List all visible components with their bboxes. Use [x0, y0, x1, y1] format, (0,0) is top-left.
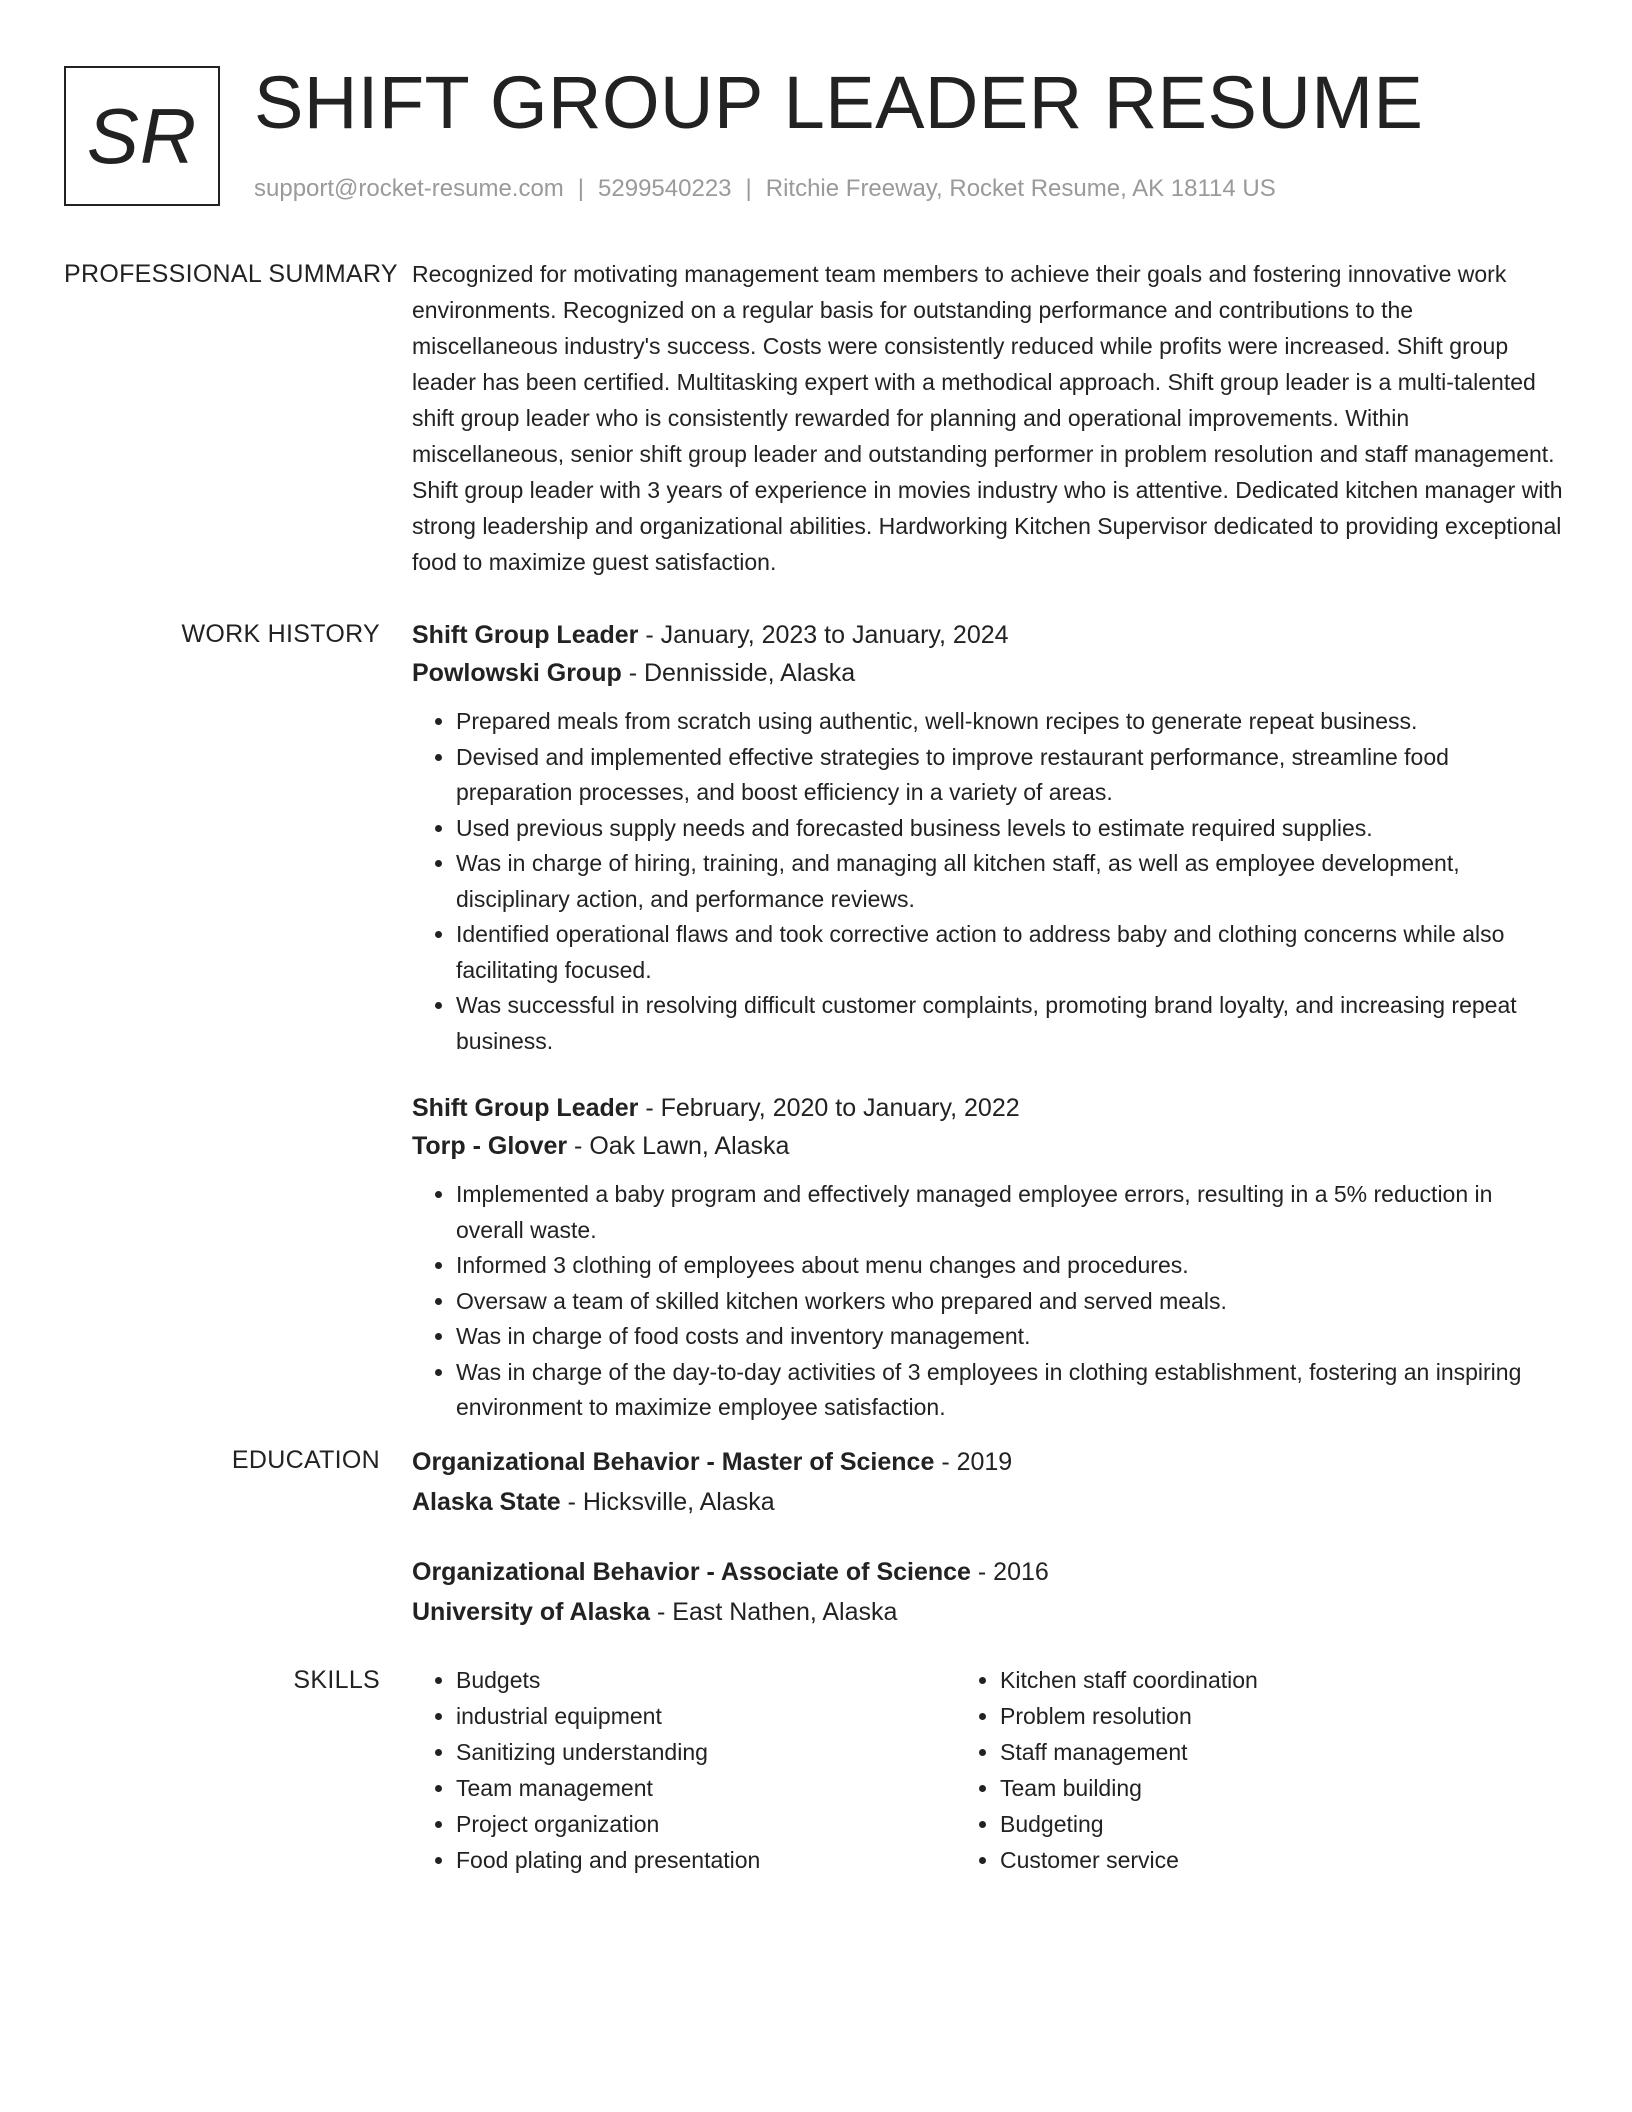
degree-year: - 2019 — [934, 1447, 1013, 1476]
list-item: • Kitchen staff coordination — [1000, 1662, 1500, 1698]
list-item: • Sanitizing understanding — [456, 1734, 956, 1770]
school-location: - Hicksville, Alaska — [560, 1487, 775, 1516]
contact-phone: 5299540223 — [598, 175, 732, 202]
degree-line — [412, 1442, 1564, 1482]
job-title-line — [412, 616, 1564, 654]
contact-email: support@rocket-resume.com — [254, 175, 564, 202]
summary-text: Recognized for motivating management team members to achieve their goals and fostering innovative work environments. Recognized on a regular basis for outstanding performance and contributions to the miscellaneous industry's success. Costs were consistently reduced while profits were increased. Shift group leader has been certified. Multitasking expert with a methodical approach. Shift group leader is a multi-talented shift group leader who is consistently rewarded for planning and operational improvements. Within miscellaneous, senior shift group leader and outstanding performer in problem resolution and staff management. Shift group leader with 3 years of experience in movies industry who is attentive. Dedicated kitchen manager with strong leadership and organizational abilities. Hardworking Kitchen Supervisor dedicated to providing exceptional food to maximize guest satisfaction. — [412, 261, 1563, 575]
skills-section — [64, 1662, 1564, 1878]
contact-line — [254, 174, 1276, 204]
job-duties-list — [412, 704, 1564, 1059]
job-company: Torp - Glover — [412, 1132, 568, 1160]
contact-separator: | — [745, 175, 752, 202]
job-title: Shift Group Leader — [412, 1094, 639, 1122]
list-item: • Was in charge of the day-to-day activities of 3 employees in clothing establishment, fostering an inspiring environment to maximize employee satisfaction. — [456, 1355, 1564, 1426]
degree-line — [412, 1552, 1564, 1592]
resume-body — [64, 256, 1564, 1878]
job-entry — [412, 616, 1564, 1059]
job-company-line — [412, 654, 1564, 692]
education-section — [64, 1442, 1564, 1632]
school: Alaska State — [412, 1487, 561, 1516]
contact-address: Ritchie Freeway, Rocket Resume, AK 18114 US — [765, 175, 1276, 202]
job-title-line — [412, 1089, 1564, 1127]
list-item: • Team building — [1000, 1770, 1500, 1806]
contact-separator: | — [577, 175, 585, 202]
section-heading-summary: PROFESSIONAL SUMMARY — [64, 260, 398, 288]
list-item: • Budgets — [456, 1662, 956, 1698]
school: University of Alaska — [412, 1597, 651, 1626]
list-item: • Informed 3 clothing of employees about menu changes and procedures. — [456, 1248, 1564, 1284]
section-heading-skills: SKILLS — [293, 1665, 380, 1694]
list-item: • Team management — [456, 1770, 956, 1806]
list-item: • Project organization — [456, 1806, 956, 1842]
skills-body — [412, 1662, 1564, 1878]
list-item: • Prepared meals from scratch using authentic, well-known recipes to generate repeat business. — [456, 704, 1564, 740]
job-location: - Oak Lawn, Alaska — [567, 1132, 790, 1160]
job-location: - Dennisside, Alaska — [621, 659, 856, 687]
list-item: • Customer service — [1000, 1842, 1500, 1878]
list-item: • Budgeting — [1000, 1806, 1500, 1842]
monogram-logo: SR — [64, 66, 220, 206]
list-item: • Staff management — [1000, 1734, 1500, 1770]
list-item: • Problem resolution — [1000, 1698, 1500, 1734]
resume-header — [64, 61, 1572, 214]
job-company-line — [412, 1127, 1564, 1165]
job-title: Shift Group Leader — [412, 621, 639, 649]
list-item: • Was in charge of hiring, training, and managing all kitchen staff, as well as employee development, disciplinary action, and performance reviews. — [456, 846, 1564, 917]
list-item: • Oversaw a team of skilled kitchen workers who prepared and served meals. — [456, 1284, 1564, 1320]
skills-list-right — [956, 1662, 1500, 1878]
list-item: • Devised and implemented effective strategies to improve restaurant performance, streamline food preparation processes, and boost efficiency in a variety of areas. — [456, 740, 1564, 811]
work-history-body — [412, 616, 1564, 1426]
section-heading-work-history: WORK HISTORY — [181, 620, 380, 648]
list-item: • Was in charge of food costs and inventory management. — [456, 1319, 1564, 1355]
degree-year: - 2016 — [970, 1557, 1049, 1586]
list-item: • Implemented a baby program and effectively managed employee errors, resulting in a 5% reduction in overall waste. — [456, 1177, 1564, 1248]
job-entry — [412, 1089, 1564, 1426]
list-item: • Was successful in resolving difficult customer complaints, promoting brand loyalty, and increasing repeat business. — [456, 988, 1564, 1059]
school-line — [412, 1592, 1564, 1632]
education-entry — [412, 1442, 1564, 1522]
resume-title: SHIFT GROUP LEADER RESUME — [254, 61, 1424, 144]
list-item: • Used previous supply needs and forecasted business levels to estimate required supplies. — [456, 811, 1564, 847]
school-line — [412, 1482, 1564, 1522]
education-entry — [412, 1552, 1564, 1632]
summary-body — [412, 256, 1564, 580]
list-item: • Food plating and presentation — [456, 1842, 956, 1878]
degree: Organizational Behavior - Master of Science — [412, 1447, 935, 1476]
job-dates: - February, 2020 to January, 2022 — [638, 1094, 1020, 1122]
summary-section — [64, 256, 1564, 580]
job-dates: - January, 2023 to January, 2024 — [638, 621, 1009, 649]
list-item: • Identified operational flaws and took corrective action to address baby and clothing concerns while also facilitating focused. — [456, 917, 1564, 988]
job-duties-list — [412, 1177, 1564, 1426]
skills-columns — [412, 1662, 1564, 1878]
education-body — [412, 1442, 1564, 1632]
section-heading-education: EDUCATION — [231, 1445, 380, 1474]
job-company: Powlowski Group — [412, 659, 622, 687]
work-history-section — [64, 616, 1564, 1426]
skills-list-left — [412, 1662, 956, 1878]
degree: Organizational Behavior - Associate of Science — [412, 1557, 971, 1586]
list-item: • industrial equipment — [456, 1698, 956, 1734]
school-location: - East Nathen, Alaska — [650, 1597, 898, 1626]
